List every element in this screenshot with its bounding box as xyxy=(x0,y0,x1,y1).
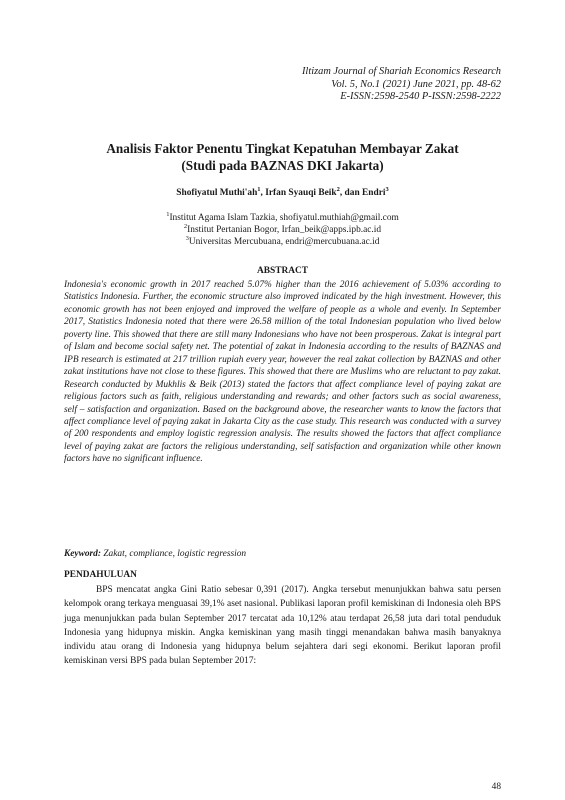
affiliation-item xyxy=(0,236,565,248)
keywords xyxy=(64,548,501,560)
journal-volume-info: Vol. 5, No.1 (2021) June 2021, pp. 48-62 xyxy=(331,78,501,90)
author-separator: , xyxy=(260,188,266,198)
author-list xyxy=(0,187,565,199)
affiliation-item xyxy=(0,212,565,224)
author-name: Irfan Syauqi Beik xyxy=(265,188,337,198)
article-title xyxy=(0,140,565,174)
affiliation-text: Institut Pertanian Bogor, Irfan_beik@apps.ipb.ac.id xyxy=(187,225,382,236)
section-heading: PENDAHULUAN xyxy=(64,570,137,580)
author-separator: , dan xyxy=(339,188,363,198)
affiliation-text: Universitas Mercubuana, endri@mercubuana.ac.id xyxy=(188,237,380,248)
author-sup: 2 xyxy=(336,185,340,193)
affiliation-list xyxy=(0,212,565,249)
abstract-text: Indonesia's economic growth in 2017 reached 5.07% higher than the 2016 achievement of 5.03% according to Statistics Indonesia. Further, the economic structure also improved indicated by the high investment. However, this economic growth has not been enjoyed and improved the welfare of people as a whole and evenly. In September 2017, Statistics Indonesia noted that there were 26.58 million of the total Indonesian population who lived below poverty line. This showed that there are still many Indonesians who have not been prosperous. Zakat is integral part of Islam and become social safety net. The potential of zakat in Indonesia according to the results of BAZNAS and IPB research is estimated at 217 trillion rupiah every year, however the real zakat collection by BAZNAS and other zakat institutions have not close to these figures. This showed that there are Muslims who are reluctant to pay zakat. Research conducted by Mukhlis & Beik (2013) stated the factors that affect compliance level of paying zakat are religious factors such as faith, religious understanding and rewards; and other factors such as social awareness, self – satisfaction and organization. Based on the background above, the researcher wants to know the factors that affect compliance level of paying zakat in Jakarta City as the case study. This research was conducted with a survey of 200 respondents and employ logistic regression analysis. The results showed the factors that affect compliance level of paying zakat are factors the religious understanding, self satisfaction and organization while other known factors have no significant influence. xyxy=(64,280,501,465)
author-sup: 3 xyxy=(385,185,389,193)
author-name: Endri xyxy=(362,188,386,198)
affiliation-text: Institut Agama Islam Tazkia, shofiyatul.muthiah@gmail.com xyxy=(169,213,399,223)
author-name: Shofiyatul Muthi'ah xyxy=(176,188,258,198)
article-title-line2: (Studi pada BAZNAS DKI Jakarta) xyxy=(181,158,384,173)
article-title-line1: Analisis Faktor Penentu Tingkat Kepatuhan Membayar Zakat xyxy=(106,141,459,156)
keywords-label: Keyword: xyxy=(64,549,101,559)
author-sup: 1 xyxy=(257,185,261,193)
journal-header xyxy=(201,66,501,104)
affiliation-item xyxy=(0,224,565,236)
affiliation-sup: 2 xyxy=(183,223,188,231)
abstract-heading: ABSTRACT xyxy=(256,266,309,276)
affiliation-sup: 3 xyxy=(185,235,189,243)
affiliation-sup: 1 xyxy=(166,210,170,218)
section-paragraph: BPS mencatat angka Gini Ratio sebesar 0,391 (2017). Angka tersebut menunjukkan bahwa satu persen kelompok orang terkaya menguasai 39,1% aset nasional. Publikasi laporan profil kemiskinan di Indonesia oleh BPS juga menunjukkan pada bulan September 2017 tercatat ada 10,12% atau terdapat 26,58 juta dari total penduduk Indonesia yang hidupnya miskin. Angka kemiskinan yang masih tinggi menandakan bahwa masih banyaknya individu atau orang di Indonesia yang hidupnya belum sejahtera dari segi ekonomi. Berikut laporan profil kemiskinan versi BPS pada bulan September 2017: xyxy=(64,585,501,667)
journal-name: Iltizam Journal of Shariah Economics Research xyxy=(301,66,501,77)
keywords-text: Zakat, compliance, logistic regression xyxy=(100,549,247,559)
page-number: 48 xyxy=(491,782,501,792)
journal-issn: E-ISSN:2598-2540 P-ISSN:2598-2222 xyxy=(340,91,501,103)
